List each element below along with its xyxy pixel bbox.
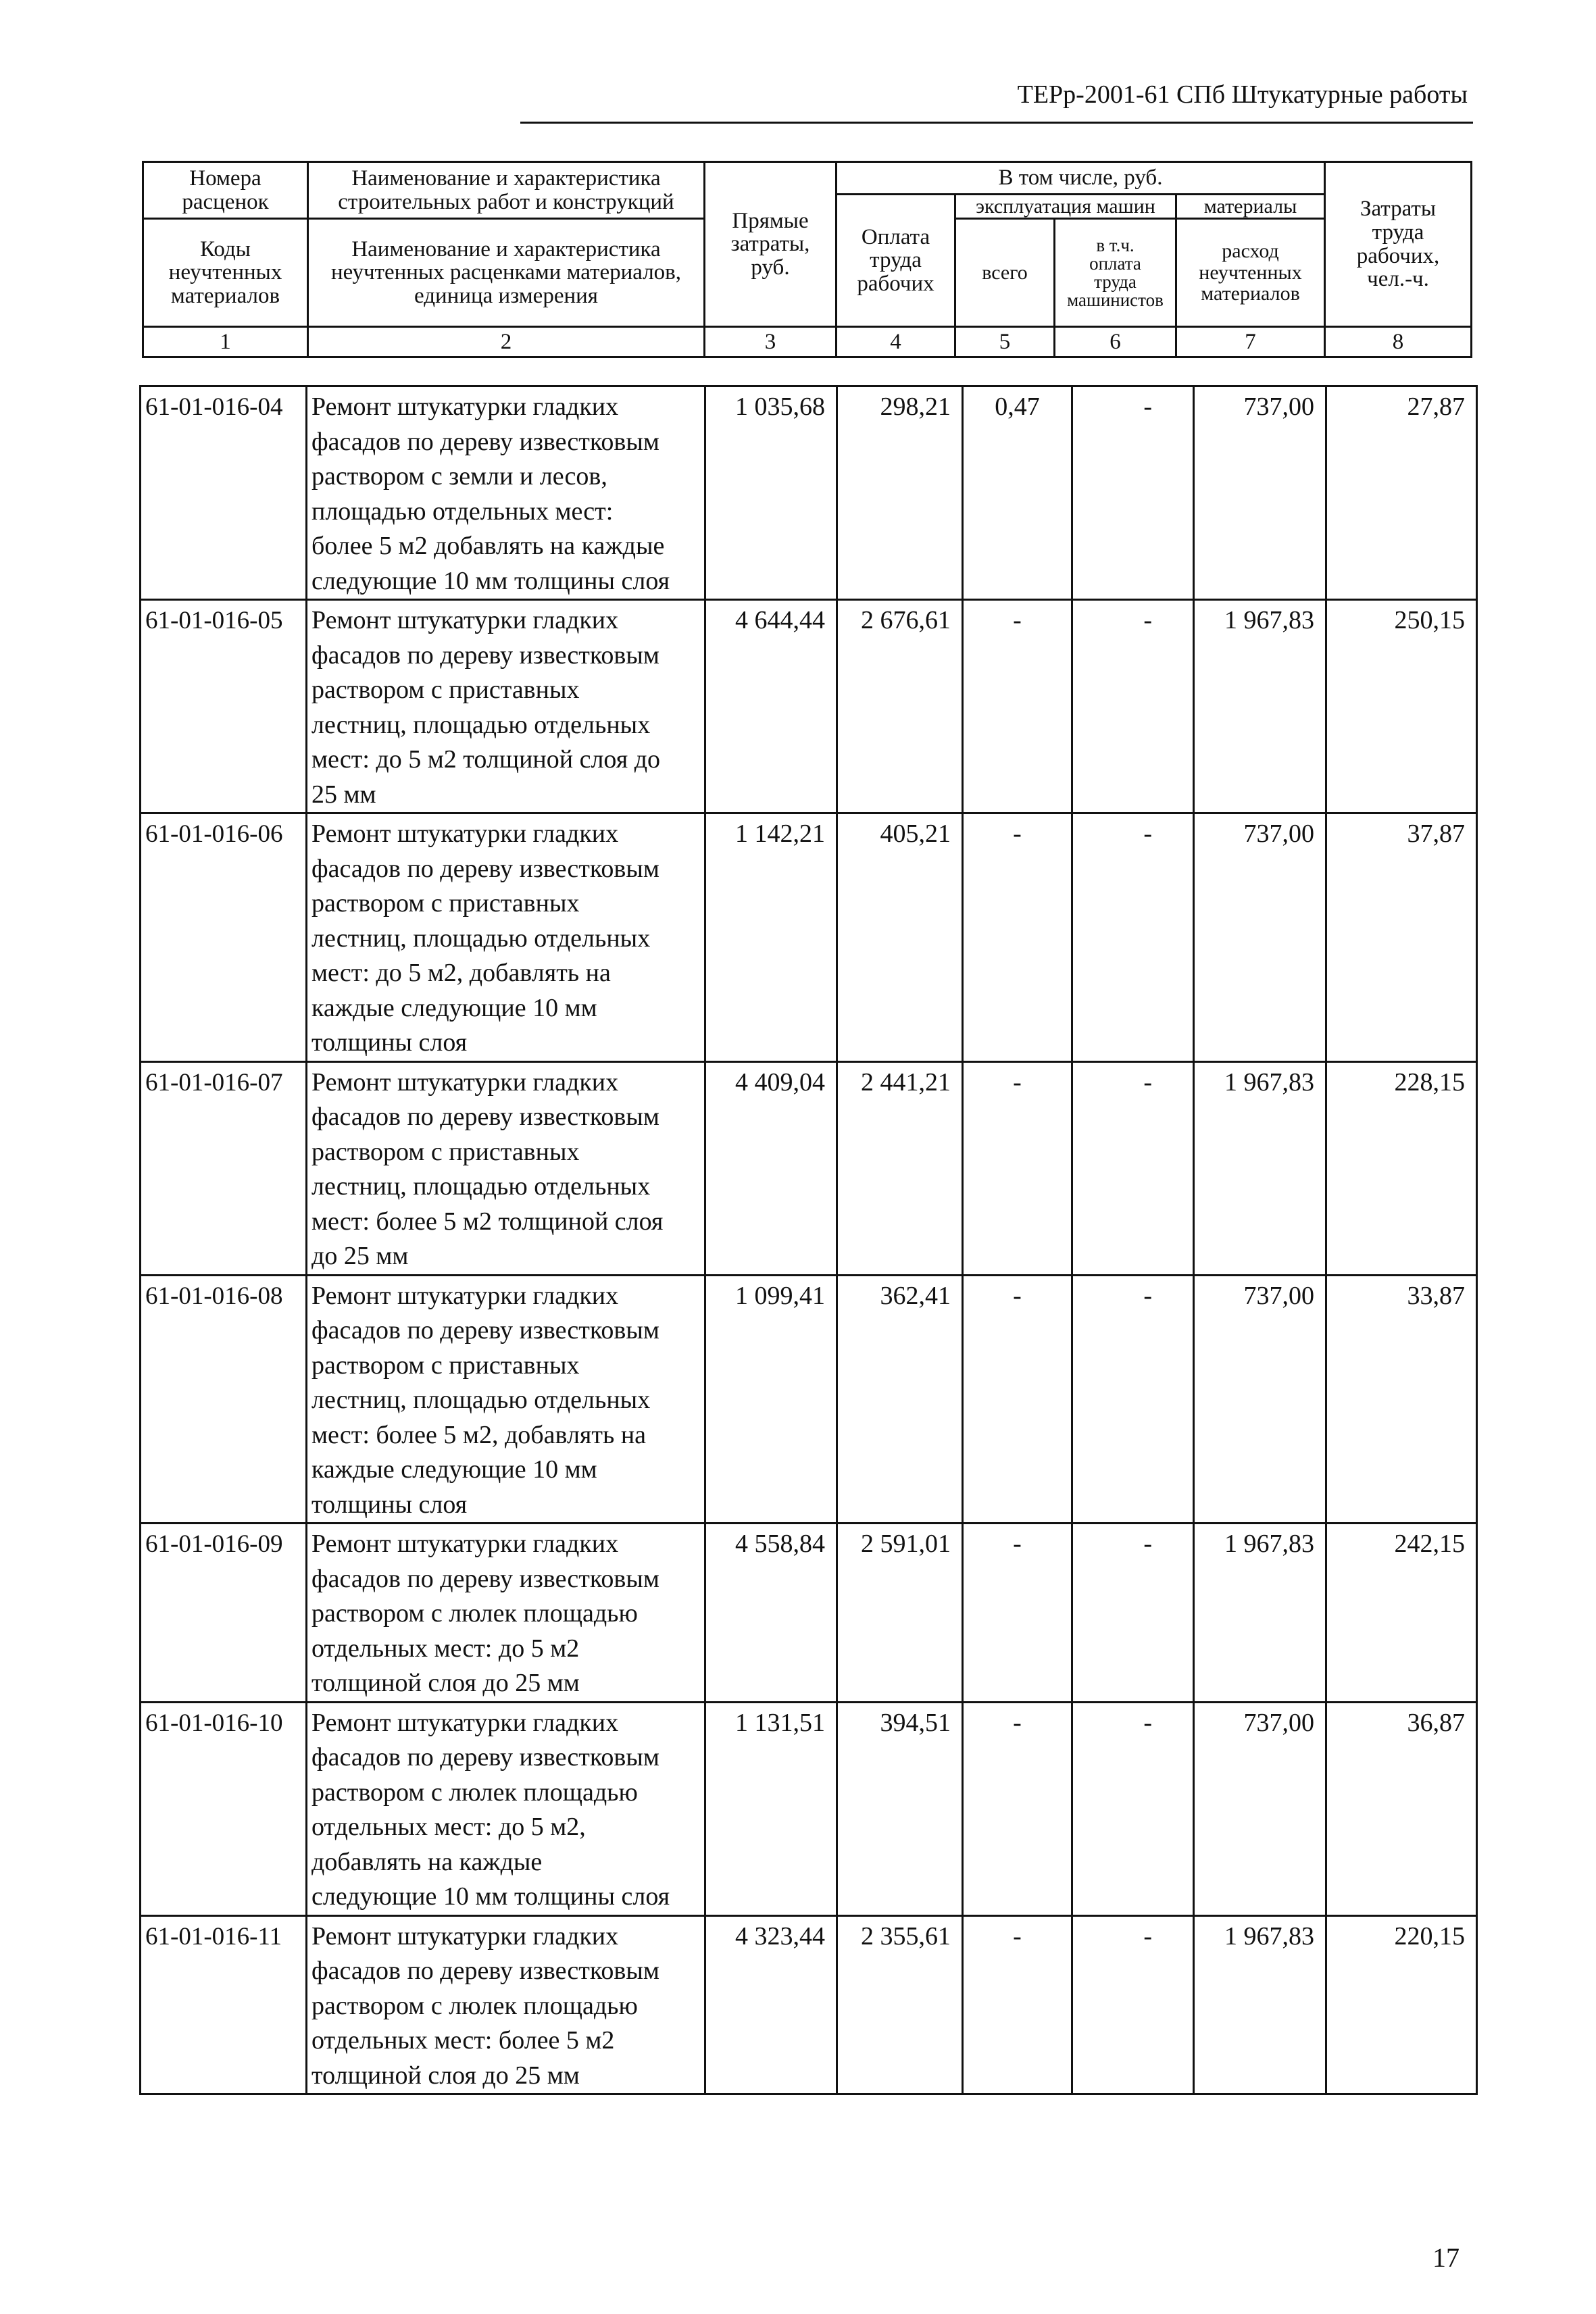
header-work-name: Наименование и характеристика строительных работ и конструкций: [308, 162, 705, 219]
machinist-pay: -: [1072, 1275, 1194, 1524]
worker-pay: 2 441,21: [837, 1061, 963, 1275]
direct-costs: 4 644,44: [705, 600, 837, 813]
work-description: [307, 386, 705, 600]
labor-hours: 27,87: [1326, 386, 1477, 600]
description-line: раствором с приставных: [311, 889, 580, 917]
direct-costs: 1 099,41: [705, 1275, 837, 1524]
header-including-group: В том числе, руб.: [837, 162, 1325, 195]
work-description: [307, 1524, 705, 1703]
rate-code: 61-01-016-04: [141, 386, 307, 600]
header-materials: материалы: [1176, 195, 1325, 219]
worker-pay: 2 355,61: [837, 1915, 963, 2094]
direct-costs: 4 323,44: [705, 1915, 837, 2094]
worker-pay: 405,21: [837, 813, 963, 1062]
materials-cost: 737,00: [1194, 386, 1326, 600]
page-number: 17: [1432, 2242, 1460, 2273]
header-worker-pay: Оплата труда рабочих: [837, 195, 955, 327]
description-line: раствором с приставных: [311, 1351, 580, 1380]
table-row: [141, 1524, 1477, 1703]
header-unaccounted-materials: расход неучтенных материалов: [1176, 219, 1325, 327]
materials-cost: 737,00: [1194, 1702, 1326, 1915]
machines-total: -: [963, 1524, 1072, 1703]
materials-cost: 1 967,83: [1194, 1915, 1326, 2094]
work-description: [307, 1275, 705, 1524]
rate-code: 61-01-016-11: [141, 1915, 307, 2094]
description-line: Ремонт штукатурки гладких: [311, 606, 619, 634]
description-line: следующие 10 мм толщины слоя: [311, 1882, 670, 1911]
description-line: лестниц, площадью отдельных: [311, 1172, 651, 1201]
description-line: Ремонт штукатурки гладких: [311, 1530, 619, 1558]
machines-total: 0,47: [963, 386, 1072, 600]
description-line: Ремонт штукатурки гладких: [311, 1921, 619, 1951]
header-rate-numbers: Номера расценок: [143, 162, 308, 219]
direct-costs: 1 131,51: [705, 1702, 837, 1915]
description-line: фасадов по дереву известковым: [311, 1316, 659, 1344]
machinist-pay: -: [1072, 600, 1194, 813]
running-head: ТЕРр-2001-61 СПб Штукатурные работы: [1017, 80, 1468, 109]
labor-hours: 33,87: [1326, 1275, 1477, 1524]
header-direct-costs: Прямые затраты, руб.: [705, 162, 837, 327]
machines-total: -: [963, 1702, 1072, 1915]
direct-costs: 1 142,21: [705, 813, 837, 1062]
direct-costs: 4 558,84: [705, 1524, 837, 1703]
materials-cost: 1 967,83: [1194, 600, 1326, 813]
rate-code: 61-01-016-08: [141, 1275, 307, 1524]
description-line: мест: до 5 м2, добавлять на: [311, 959, 611, 987]
labor-hours: 37,87: [1326, 813, 1477, 1062]
description-line: мест: более 5 м2 толщиной слоя: [311, 1207, 664, 1236]
description-line: фасадов по дереву известковым: [311, 1564, 659, 1593]
description-line: раствором с люлек площадью: [311, 1599, 638, 1628]
header-labor-hours: Затраты труда рабочих, чел.-ч.: [1325, 162, 1472, 327]
table-row: [141, 386, 1477, 600]
description-line: толщины слоя: [311, 1490, 468, 1519]
table-row: [141, 1061, 1477, 1275]
description-line: отдельных мест: более 5 м2: [311, 2026, 615, 2055]
description-line: раствором с приставных: [311, 676, 580, 704]
machinist-pay: -: [1072, 1702, 1194, 1915]
header-machines-total: всего: [955, 219, 1055, 327]
rate-code: 61-01-016-06: [141, 813, 307, 1062]
table-row: [141, 813, 1477, 1062]
machines-total: -: [963, 813, 1072, 1062]
description-line: Ремонт штукатурки гладких: [311, 1067, 619, 1097]
worker-pay: 2 676,61: [837, 600, 963, 813]
labor-hours: 250,15: [1326, 600, 1477, 813]
work-description: [307, 1702, 705, 1915]
materials-cost: 1 967,83: [1194, 1061, 1326, 1275]
machines-total: -: [963, 600, 1072, 813]
table-row: [141, 1275, 1477, 1524]
description-line: фасадов по дереву известковым: [311, 1103, 659, 1131]
labor-hours: 228,15: [1326, 1061, 1477, 1275]
direct-costs: 1 035,68: [705, 386, 837, 600]
description-line: раствором с земли и лесов,: [311, 462, 607, 491]
description-line: толщиной слоя до 25 мм: [311, 2061, 580, 2090]
description-line: фасадов по дереву известковым: [311, 640, 659, 670]
description-line: каждые следующие 10 мм: [311, 1455, 597, 1484]
table-row: [141, 1702, 1477, 1915]
header-rule: [520, 122, 1473, 124]
description-line: добавлять на каждые: [311, 1847, 543, 1876]
rate-code: 61-01-016-07: [141, 1061, 307, 1275]
rate-code: 61-01-016-10: [141, 1702, 307, 1915]
rates-table: [139, 385, 1478, 2095]
description-line: отдельных мест: до 5 м2,: [311, 1813, 586, 1841]
machinist-pay: -: [1072, 1915, 1194, 2094]
labor-hours: 220,15: [1326, 1915, 1477, 2094]
header-machine-operation: эксплуатация машин: [955, 195, 1176, 219]
description-line: мест: до 5 м2 толщиной слоя до: [311, 745, 661, 774]
worker-pay: 298,21: [837, 386, 963, 600]
description-line: раствором с люлек площадью: [311, 1991, 638, 2020]
machinist-pay: -: [1072, 386, 1194, 600]
work-description: [307, 1915, 705, 2094]
materials-cost: 737,00: [1194, 1275, 1326, 1524]
machines-total: -: [963, 1915, 1072, 2094]
labor-hours: 36,87: [1326, 1702, 1477, 1915]
work-description: [307, 600, 705, 813]
description-line: лестниц, площадью отдельных: [311, 1386, 651, 1414]
work-description: [307, 1061, 705, 1275]
description-line: раствором с приставных: [311, 1137, 580, 1166]
description-line: отдельных мест: до 5 м2: [311, 1634, 580, 1663]
materials-cost: 1 967,83: [1194, 1524, 1326, 1703]
description-line: фасадов по дереву известковым: [311, 1743, 659, 1771]
description-line: до 25 мм: [311, 1242, 409, 1270]
header-machinist-pay: в т.ч. оплата труда машинистов: [1055, 219, 1176, 327]
column-number-row: 1 2 3 4 5 6 7 8: [143, 327, 1472, 357]
description-line: следующие 10 мм толщины слоя: [311, 566, 670, 595]
header-material-name: Наименование и характеристика неучтенных расценками материалов, единица измерения: [308, 219, 705, 327]
description-line: фасадов по дереву известковым: [311, 1957, 659, 1985]
machines-total: -: [963, 1061, 1072, 1275]
description-line: толщиной слоя до 25 мм: [311, 1669, 580, 1697]
description-line: Ремонт штукатурки гладких: [311, 393, 619, 421]
materials-cost: 737,00: [1194, 813, 1326, 1062]
labor-hours: 242,15: [1326, 1524, 1477, 1703]
description-line: площадью отдельных мест:: [311, 497, 614, 526]
header-material-codes: Коды неучтенных материалов: [143, 219, 308, 327]
description-line: лестниц, площадью отдельных: [311, 924, 651, 953]
rate-code: 61-01-016-05: [141, 600, 307, 813]
description-line: Ремонт штукатурки гладких: [311, 1708, 619, 1737]
description-line: фасадов по дереву известковым: [311, 427, 659, 456]
description-line: лестниц, площадью отдельных: [311, 710, 651, 739]
description-line: 25 мм: [311, 780, 376, 809]
machinist-pay: -: [1072, 813, 1194, 1062]
worker-pay: 362,41: [837, 1275, 963, 1524]
rate-code: 61-01-016-09: [141, 1524, 307, 1703]
description-line: Ремонт штукатурки гладких: [311, 820, 619, 848]
description-line: фасадов по дереву известковым: [311, 854, 659, 883]
description-line: более 5 м2 добавлять на каждые: [311, 532, 665, 560]
machinist-pay: -: [1072, 1524, 1194, 1703]
direct-costs: 4 409,04: [705, 1061, 837, 1275]
worker-pay: 394,51: [837, 1702, 963, 1915]
table-row: [141, 1915, 1477, 2094]
description-line: каждые следующие 10 мм: [311, 993, 597, 1022]
machinist-pay: -: [1072, 1061, 1194, 1275]
machines-total: -: [963, 1275, 1072, 1524]
description-line: раствором с люлек площадью: [311, 1778, 638, 1807]
description-line: толщины слоя: [311, 1028, 468, 1057]
worker-pay: 2 591,01: [837, 1524, 963, 1703]
column-header-table: [142, 161, 1472, 358]
description-line: мест: более 5 м2, добавлять на: [311, 1420, 647, 1449]
table-row: [141, 600, 1477, 813]
description-line: Ремонт штукатурки гладких: [311, 1281, 619, 1310]
work-description: [307, 813, 705, 1062]
